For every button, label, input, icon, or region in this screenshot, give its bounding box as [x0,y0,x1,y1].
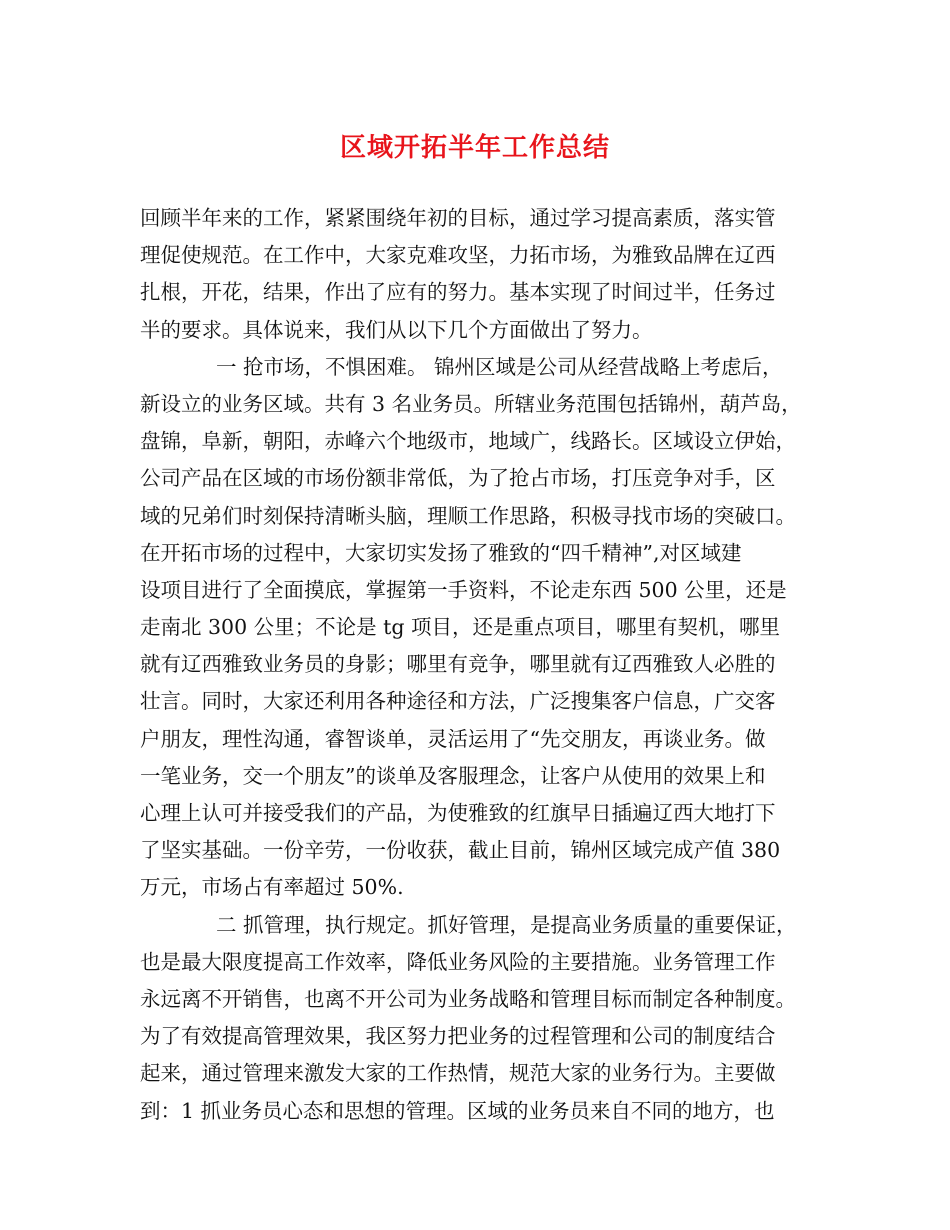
text-line: 在开拓市场的过程中，大家切实发扬了雅致的“四千精神”,对区域建 [140,540,742,565]
text-line: 为了有效提高管理效果，我区努力把业务的过程管理和公司的制度结合 [140,1024,776,1049]
text-line: 扎根，开花，结果，作出了应有的努力。基本实现了时间过半，任务过 [140,280,776,305]
text-line: 了坚实基础。一份辛劳，一份收获，截止目前，锦州区域完成产值 380 [140,838,781,863]
text-line: 到：1 抓业务员心态和思想的管理。区域的业务员来自不同的地方，也 [140,1098,775,1123]
text-line: 起来，通过管理来激发大家的工作热情，规范大家的业务行为。主要做 [140,1061,776,1086]
text-line: 理促使规范。在工作中，大家克难攻坚，力拓市场，为雅致品牌在辽西 [140,243,776,268]
text-line: 盘锦，阜新，朝阳，赤峰六个地级市，地域广，线路长。区域设立伊始， [140,429,796,454]
text-line: 户朋友，理性沟通，睿智谈单，灵活运用了“先交朋友，再谈业务。做 [140,726,766,751]
text-line: 半的要求。具体说来，我们从以下几个方面做出了努力。 [140,317,653,342]
text-line: 永远离不开销售，也离不开公司为业务战略和管理目标而制定各种制度。 [140,986,796,1011]
text-line: 一笔业务，交一个朋友”的谈单及客服理念，让客户从使用的效果上和 [140,763,766,788]
text-line: 域的兄弟们时刻保持清晰头脑，理顺工作思路，积极寻找市场的突破口。 [140,503,796,528]
text-line: 万元，市场占有率超过 50%. [140,875,404,900]
paragraph-market [140,349,830,907]
text-line: 回顾半年来的工作，紧紧围绕年初的目标，通过学习提高素质，落实管 [140,206,776,230]
document-body [140,200,830,1130]
text-line: 二 抓管理，执行规定。抓好管理，是提高业务质量的重要保证， [216,912,797,937]
text-line: 新设立的业务区域。共有 3 名业务员。所辖业务范围包括锦州，葫芦岛， [140,391,802,416]
text-line: 走南北 300 公里；不论是 tg 项目，还是重点项目，哪里有契机，哪里 [140,615,781,640]
text-line: 设项目进行了全面摸底，掌握第一手资料，不论走东西 500 公里，还是 [140,577,787,602]
text-line: 公司产品在区域的市场份额非常低，为了抢占市场，打压竞争对手，区 [140,466,776,491]
text-line: 就有辽西雅致业务员的身影；哪里有竞争，哪里就有辽西雅致人必胜的 [140,652,776,677]
document-title: 区域开拓半年工作总结 [339,133,610,163]
text-line: 也是最大限度提高工作效率，降低业务风险的主要措施。业务管理工作 [140,949,776,974]
text-line: 一 抢市场，不惧困难。 锦州区域是公司从经营战略上考虑后， [216,354,783,379]
text-line: 心理上认可并接受我们的产品，为使雅致的红旗早日插遍辽西大地打下 [140,801,776,825]
paragraph-management [140,907,830,1130]
paragraph-review [140,200,830,349]
text-line: 壮言。同时，大家还利用各种途径和方法，广泛搜集客户信息，广交客 [140,689,776,714]
